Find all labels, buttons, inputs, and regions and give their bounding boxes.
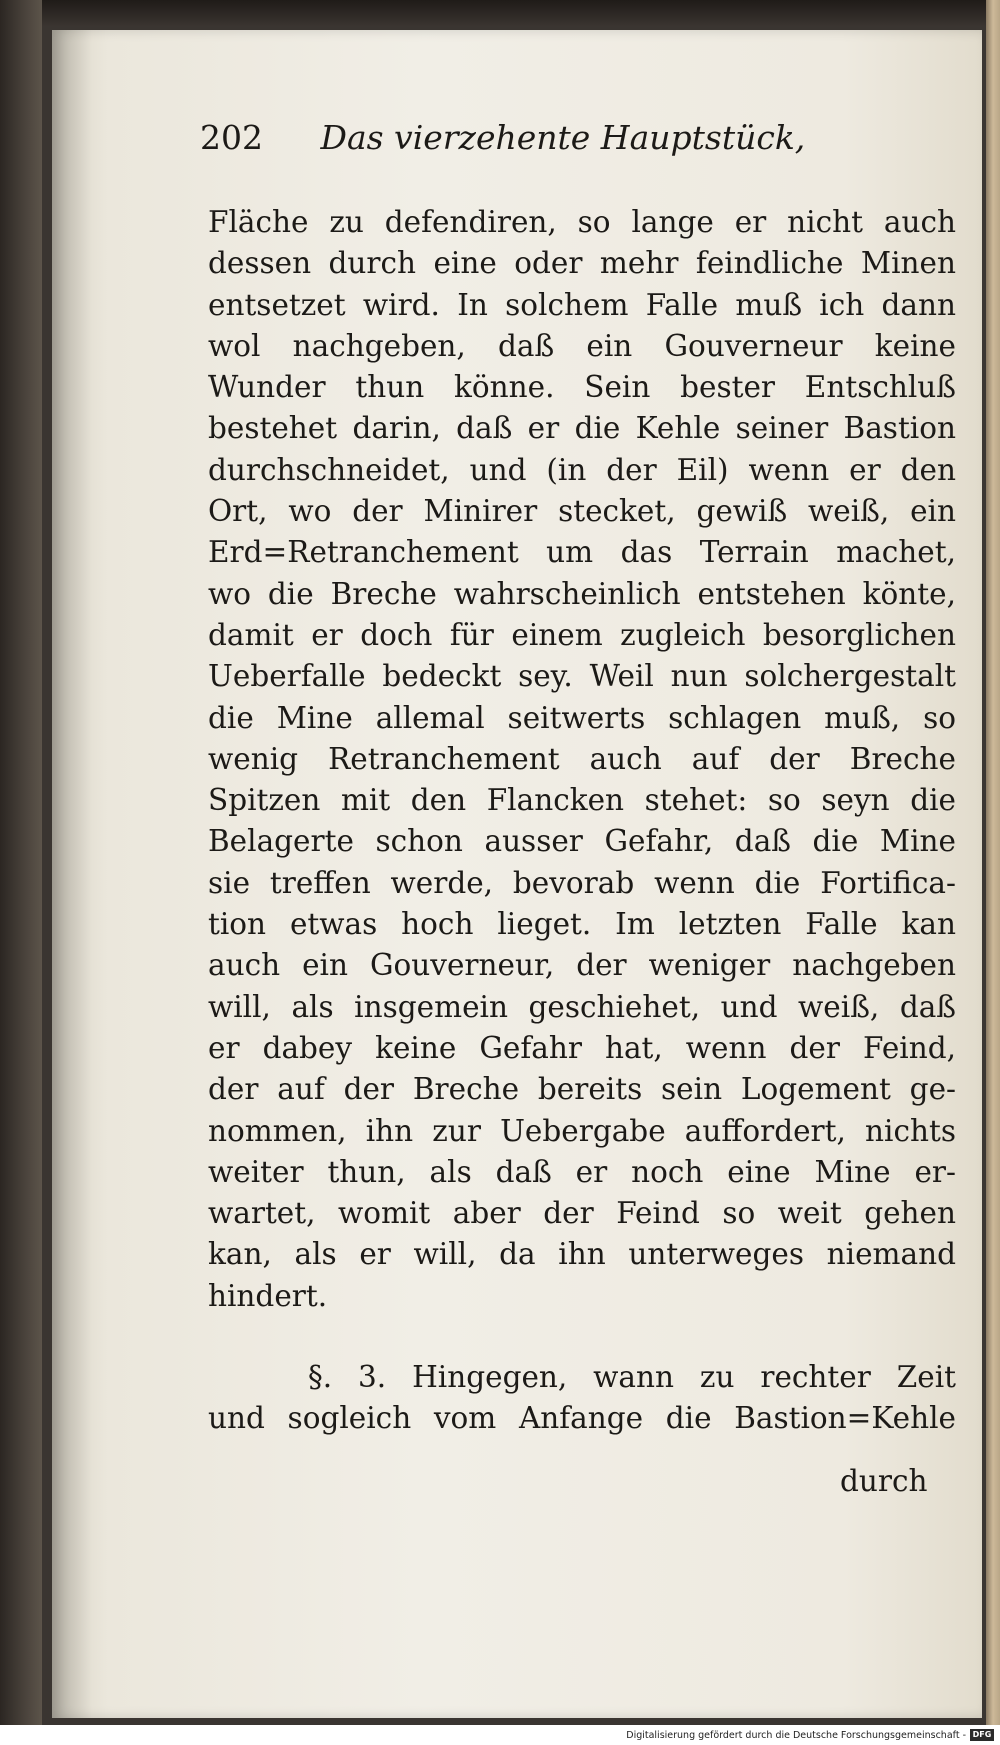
text-line: Wunder thun könne. Sein bester Entschluß — [208, 370, 956, 405]
text-line: damit er doch für einem zugleich besorglichen — [208, 617, 956, 652]
paragraph-2 — [208, 1357, 956, 1440]
text-line: weiter thun, als daß er noch eine Mine er- — [208, 1154, 956, 1189]
paragraph-1 — [208, 202, 956, 1317]
text-block — [208, 202, 956, 1440]
book-fore-edge — [986, 0, 1000, 1725]
text-line: Ueberfalle bedeckt sey. Weil nun solchergestalt — [208, 659, 956, 694]
chapter-title: Das vierzehente Hauptstück, — [320, 118, 806, 157]
page-number: 202 — [200, 118, 263, 157]
text-line: dessen durch eine oder mehr feindliche Minen — [208, 246, 956, 281]
text-line: wenig Retranchement auch auf der Breche — [208, 741, 956, 776]
digitization-credit: Digitalisierung gefördert durch die Deutsche Forschungsgemeinschaft - — [626, 1730, 966, 1741]
text-line: wol nachgeben, daß ein Gouverneur keine — [208, 328, 956, 363]
text-line: §. 3. Hingegen, wann zu rechter Zeit — [308, 1360, 956, 1395]
text-line: durchschneidet, und (in der Eil) wenn er den — [208, 452, 956, 487]
book-edge-top — [0, 0, 1000, 26]
book-spine-edge — [0, 0, 42, 1725]
text-line: bestehet darin, daß er die Kehle seiner Bastion — [208, 411, 956, 446]
text-line: Belagerte schon ausser Gefahr, daß die Mine — [208, 824, 956, 859]
text-line: wartet, womit aber der Feind so weit gehen — [208, 1196, 956, 1231]
text-line: kan, als er will, da ihn unterweges niemand — [208, 1237, 956, 1272]
text-line: sie treffen werde, bevorab wenn die Fortifica- — [208, 865, 956, 900]
text-line: die Mine allemal seitwerts schlagen muß, so — [208, 700, 956, 735]
text-line: wo die Breche wahrscheinlich entstehen könte, — [208, 576, 956, 611]
gutter-shadow — [52, 30, 92, 1718]
text-line: tion etwas hoch lieget. Im letzten Falle kan — [208, 907, 956, 942]
catchword: durch — [840, 1464, 928, 1498]
text-line: der auf der Breche bereits sein Logement ge- — [208, 1072, 956, 1107]
running-head — [200, 118, 900, 162]
text-line: und sogleich vom Anfange die Bastion=Kehle — [208, 1401, 956, 1436]
text-line: Fläche zu defendiren, so lange er nicht auch — [208, 205, 956, 239]
paragraph-gap — [208, 1317, 956, 1357]
text-line: auch ein Gouverneur, der weniger nachgeben — [208, 948, 956, 983]
text-line: hindert. — [208, 1278, 328, 1313]
text-line: nommen, ihn zur Uebergabe auffordert, nichts — [208, 1113, 956, 1148]
text-line: Ort, wo der Minirer stecket, gewiß weiß, ein — [208, 494, 956, 529]
text-line: entsetzet wird. In solchem Falle muß ich dann — [208, 287, 956, 322]
text-line: will, als insgemein geschiehet, und weiß, daß — [208, 989, 956, 1024]
dfg-logo: DFG — [970, 1729, 994, 1741]
text-line: Erd=Retranchement um das Terrain machet, — [208, 535, 956, 570]
text-line: Spitzen mit den Flancken stehet: so seyn die — [208, 783, 956, 818]
text-line: er dabey keine Gefahr hat, wenn der Feind, — [208, 1030, 956, 1065]
